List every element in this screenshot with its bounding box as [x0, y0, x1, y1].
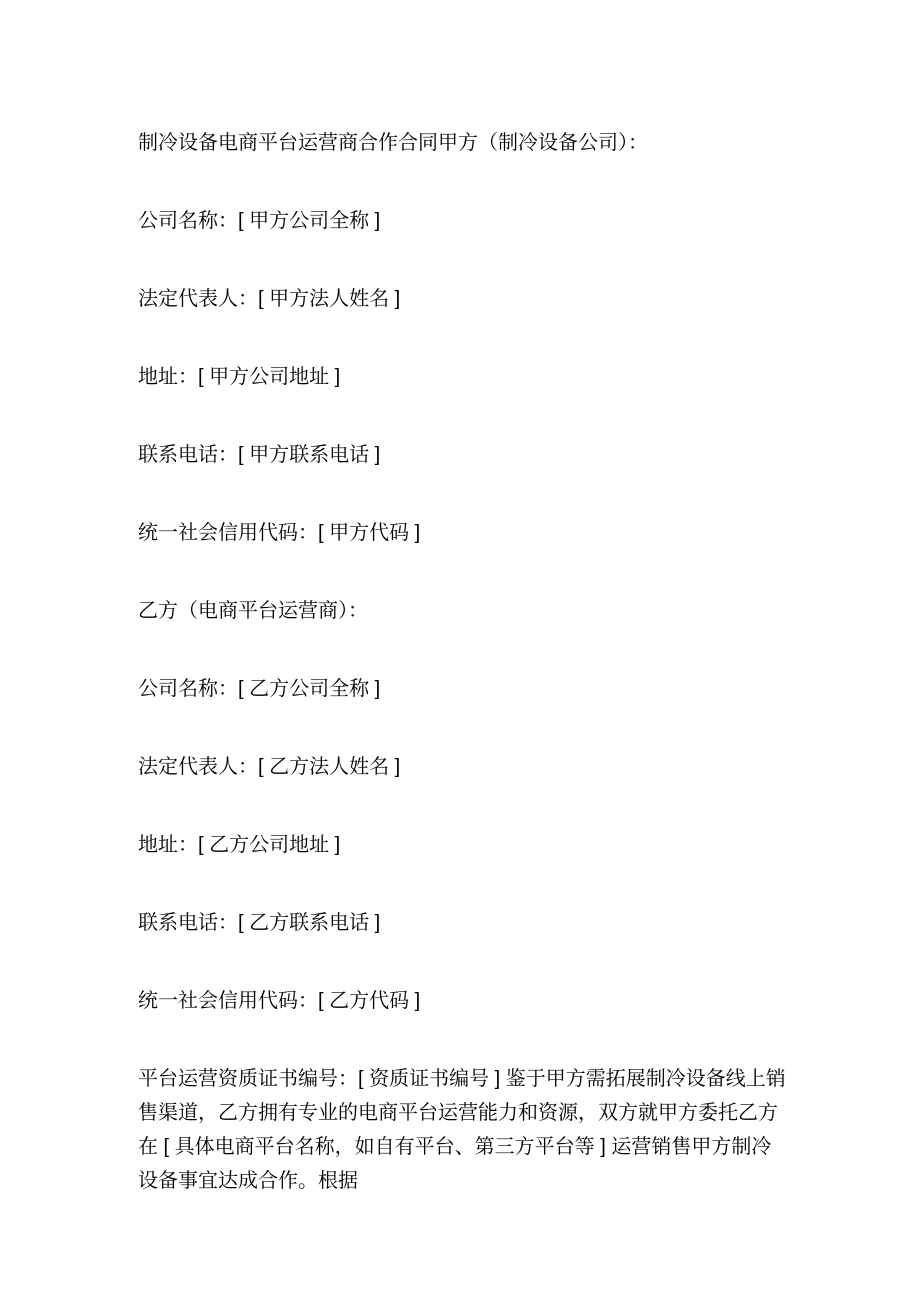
party-a-credit-code: 统一社会信用代码：[ 甲方代码 ] — [138, 522, 421, 544]
contract-body — [138, 126, 788, 1242]
party-b-legal-representative: 法定代表人：[ 乙方法人姓名 ] — [138, 756, 401, 778]
party-a-phone: 联系电话：[ 甲方联系电话 ] — [138, 444, 381, 466]
party-b-address: 地址：[ 乙方公司地址 ] — [138, 834, 341, 856]
party-a-legal-representative: 法定代表人：[ 甲方法人姓名 ] — [138, 288, 401, 310]
party-b-phone: 联系电话：[ 乙方联系电话 ] — [138, 912, 381, 934]
party-b-heading: 乙方（电商平台运营商）： — [138, 600, 368, 622]
party-b-credit-code: 统一社会信用代码：[ 乙方代码 ] — [138, 990, 421, 1012]
party-b-company-name: 公司名称：[ 乙方公司全称 ] — [138, 678, 381, 700]
qualification-and-preamble: 平台运营资质证书编号：[ 资质证书编号 ] 鉴于甲方需拓展制冷设备线上销售渠道，乙方拥有专业的电商平台运营能力和资源，双方就甲方委托乙方在 [ 具体电商平台名称，如自有平台、第三方平台等 ] 运营销售甲方制冷设备事宜达成合作。根据 — [138, 1068, 786, 1192]
party-a-company-name: 公司名称：[ 甲方公司全称 ] — [138, 210, 381, 232]
party-a-address: 地址：[ 甲方公司地址 ] — [138, 366, 341, 388]
contract-title-party-a-heading: 制冷设备电商平台运营商合作合同甲方（制冷设备公司）： — [138, 132, 648, 154]
